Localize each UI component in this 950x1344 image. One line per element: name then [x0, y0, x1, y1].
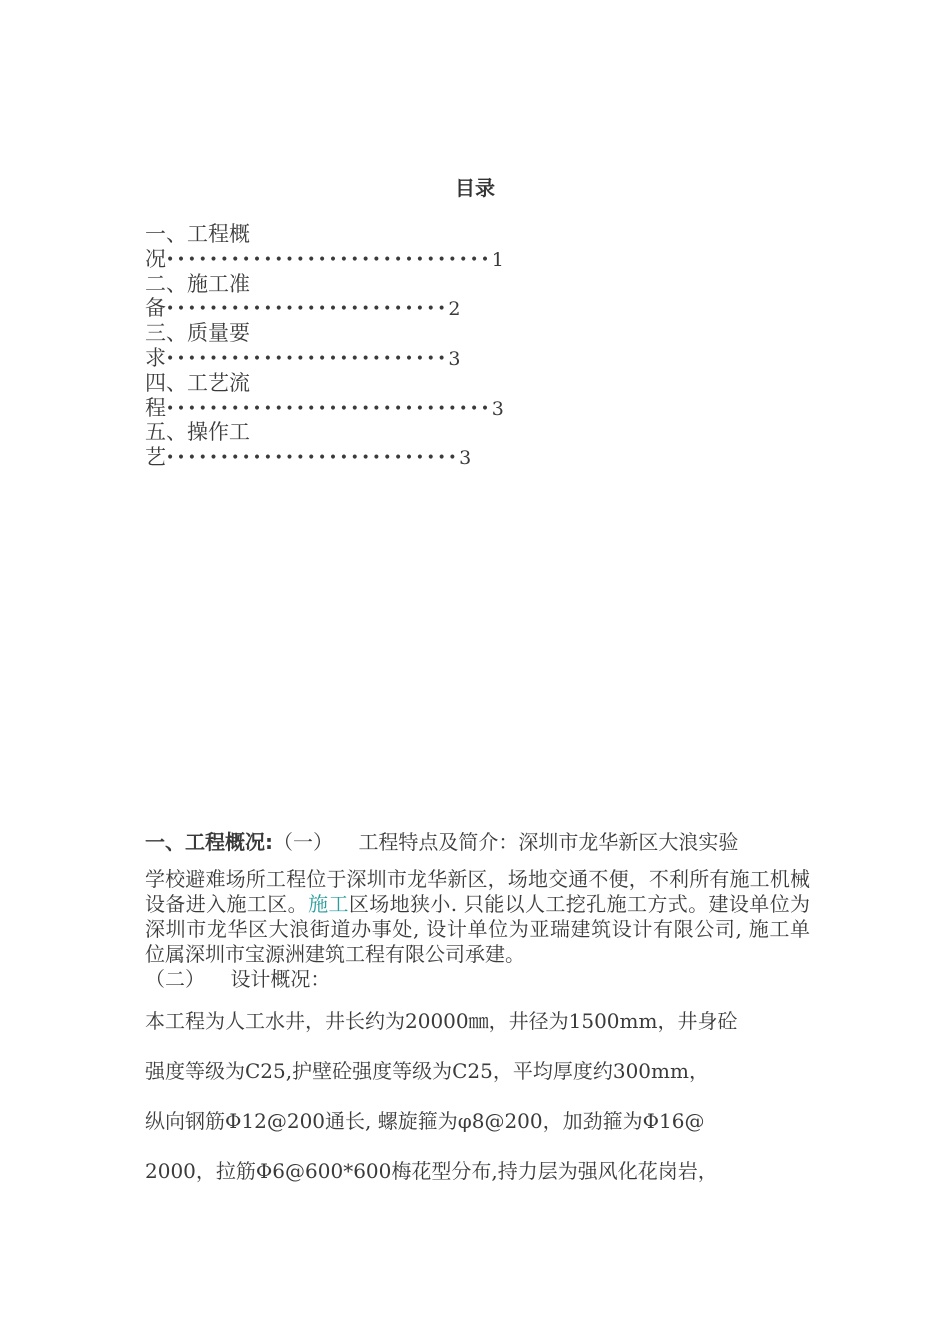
toc-entry-label-end: 备: [145, 296, 166, 321]
toc-entry-label-end: 况: [145, 246, 166, 271]
design-line: 纵向钢筋Φ12@200通长, 螺旋箍为φ8@200，加劲箍为Φ16@: [145, 1109, 705, 1133]
toc-entry-4[interactable]: [145, 371, 825, 421]
toc-leader-dots: ••••••••••••••••••••••••••••••: [166, 251, 492, 268]
subsection-title: 工程特点及简介：深圳市龙华新区大浪实验: [358, 830, 739, 854]
toc-leader-dots: ••••••••••••••••••••••••••: [166, 350, 449, 367]
toc-leader-dots: ••••••••••••••••••••••••••: [166, 301, 449, 318]
toc-entry-label: 三、质量要: [145, 321, 250, 346]
toc-entry-3[interactable]: [145, 321, 825, 371]
paragraph-text: 学校避难场所工程位于深圳市龙华新区，场地交通不便，不利所有施工机械设备进入施工区。: [145, 867, 810, 916]
paragraph-text: 区场地狭小. 只能以人工挖孔施工方式。建设单位为深圳市龙华区大浪街道办事处, 设计单位为亚瑞建筑设计有限公司, 施工单位属深圳市宝源洲建筑工程有限公司承建。: [145, 892, 811, 966]
toc-entry-label-end: 艺: [145, 445, 166, 470]
toc-entry-label-end: 求: [145, 345, 166, 370]
overview-paragraph: [145, 867, 810, 967]
subsection-title: 设计概况：: [230, 967, 331, 991]
design-paragraph: [145, 1006, 810, 1206]
toc-entry-5[interactable]: [145, 420, 825, 470]
table-of-contents: [145, 222, 825, 470]
toc-entry-2[interactable]: [145, 272, 825, 322]
toc-title: 目录: [455, 176, 495, 200]
construction-link[interactable]: 施工: [308, 892, 349, 916]
toc-page-number: 1: [491, 248, 504, 271]
section-heading: 一、工程概况:: [145, 830, 273, 854]
toc-page-number: 3: [491, 397, 504, 420]
design-line: 强度等级为C25,护壁砼强度等级为C25，平均厚度约300mm，: [145, 1059, 709, 1083]
toc-entry-label: 一、工程概: [145, 222, 250, 246]
toc-entry-1[interactable]: [145, 222, 825, 272]
toc-page-number: 3: [459, 447, 472, 470]
toc-leader-dots: ••••••••••••••••••••••••••••••: [166, 400, 492, 417]
design-line: 2000，拉筋Φ6@600*600梅花型分布,持力层为强风化花岗岩，: [145, 1159, 718, 1183]
toc-page-number: 3: [448, 347, 461, 370]
section-overview: [145, 830, 810, 992]
toc-entry-label: 二、施工准: [145, 271, 250, 296]
design-line: 本工程为人工水井，井长约为20000㎜，井径为1500mm，井身砼: [145, 1009, 738, 1033]
toc-entry-label-end: 程: [145, 395, 166, 420]
toc-entry-label: 四、工艺流: [145, 370, 250, 395]
subsection-label: （二）: [145, 967, 205, 991]
toc-leader-dots: •••••••••••••••••••••••••••: [166, 450, 460, 467]
toc-page-number: 2: [448, 298, 461, 321]
toc-entry-label: 五、操作工: [145, 420, 250, 445]
subsection-label: （一）: [273, 830, 333, 854]
subsection-design: [145, 967, 810, 992]
